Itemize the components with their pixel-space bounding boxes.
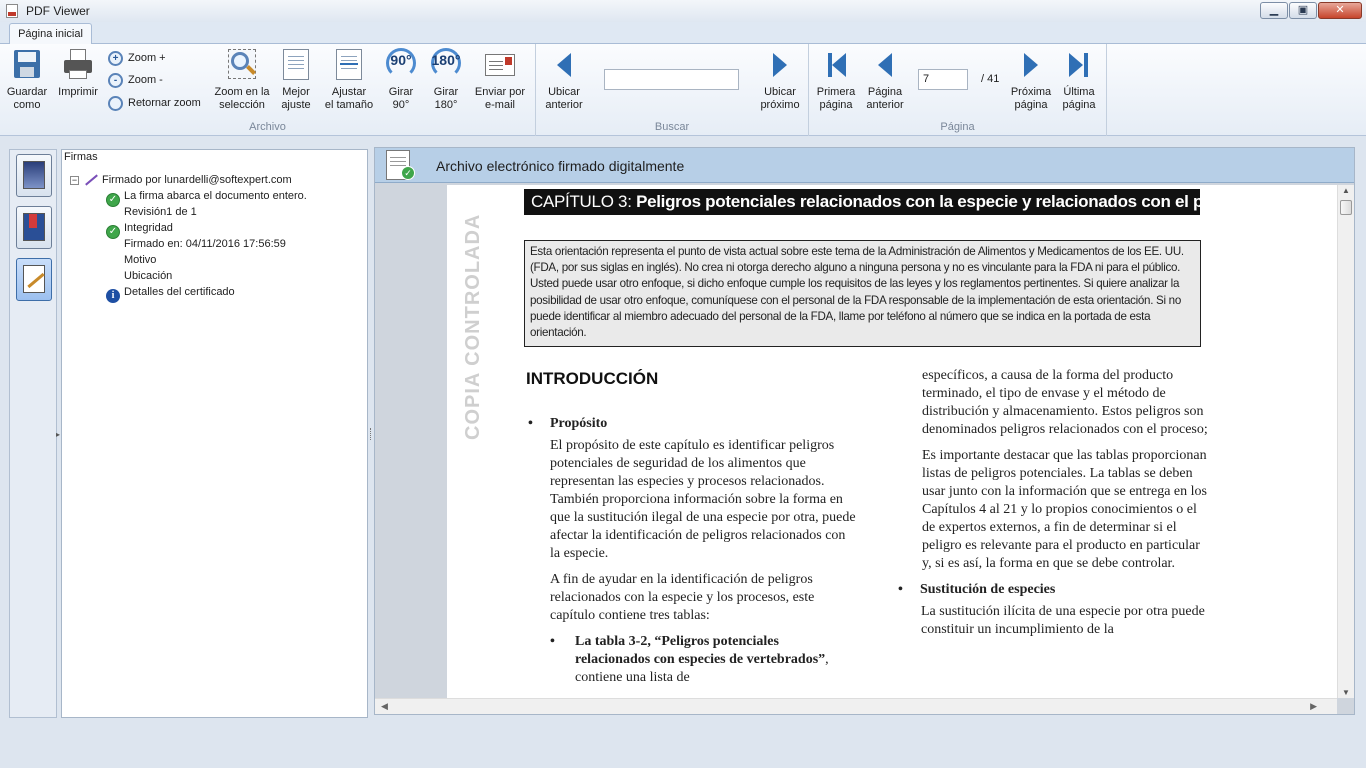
proposito-paragraph-2: A fin de ayudar en la identificación de peligros relacionados con la especie y los procesos, este capítulo contiene tres tablas: <box>550 572 815 623</box>
watermark: COPIA CONTROLADA <box>462 213 484 440</box>
document-viewer <box>374 147 1355 715</box>
scroll-right-icon[interactable]: ▶ <box>1310 701 1317 711</box>
pdf-app-icon <box>6 4 18 18</box>
last-page-button[interactable]: Última página <box>1058 48 1100 112</box>
find-previous-button[interactable]: Ubicar anterior <box>542 48 586 112</box>
horizontal-scrollbar[interactable] <box>375 698 1337 714</box>
send-email-button[interactable]: Enviar por e-mail <box>472 48 528 112</box>
signed-document-banner <box>375 148 1354 183</box>
arrow-left-icon <box>547 48 581 82</box>
next-page-button[interactable]: Próxima página <box>1010 48 1052 112</box>
signature-tree <box>70 172 307 300</box>
check-icon: ✓ <box>106 225 120 239</box>
table-bullet: • La tabla 3-2, “Peligros potenciales relacionados con especies de vertebrados”, contiene una lista de <box>526 633 856 687</box>
column-left <box>526 415 856 687</box>
zoom-reset-icon <box>108 96 123 111</box>
ribbon-tabs <box>0 22 1366 44</box>
info-icon: i <box>106 289 120 303</box>
thumbnails-icon <box>23 161 45 189</box>
title-bar <box>0 0 1366 22</box>
rotate-90-icon: 90° <box>384 48 418 82</box>
bookmark-icon <box>23 213 45 241</box>
group-label-buscar: Buscar <box>654 121 690 133</box>
fit-size-button[interactable]: Ajustar el tamaño <box>322 48 376 112</box>
guidance-note: Esta orientación representa el punto de vista actual sobre este tema de la Administración de Alimentos y Medicamentos de los EE. UU. (FDA, por sus siglas en inglés). No crea ni otorga derecho alguno a ninguna persona y no es vinculante para la FDA ni para el público. Usted puede usar otro enfoque, si dicho enfoque cumple los requisitos de las leyes y los reglamentos pertinentes. Si quiere analizar la posibilidad de usar otro enfoque, comuníquese con el personal de la FDA responsable de la implementación de esta orientación. Si no puede identificar al miembro adecuado del personal de la FDA, llame por teléfono al número que se indica en la portada de esta orientación. <box>524 240 1201 347</box>
status-bar <box>0 720 1366 768</box>
group-pagina <box>809 44 1107 136</box>
signature-detail-item[interactable]: Motivo <box>124 254 157 266</box>
scroll-down-icon[interactable]: ▼ <box>1342 688 1350 697</box>
verified-check-icon: ✓ <box>401 166 415 180</box>
zoom-selection-button[interactable]: Zoom en la selección <box>213 48 271 112</box>
group-archivo <box>0 44 536 136</box>
printer-icon <box>61 48 95 82</box>
signature-detail-item[interactable]: Firmado en: 04/11/2016 17:56:59 <box>124 238 286 250</box>
signature-root[interactable]: − Firmado por lunardelli@softexpert.com <box>71 174 292 186</box>
print-button[interactable]: Imprimir <box>56 48 100 99</box>
proposito-heading: • Propósito <box>526 415 856 433</box>
collapse-arrow-icon[interactable]: ▸ <box>56 430 61 439</box>
signature-detail-item[interactable]: ✓ La firma abarca el documento entero. <box>70 188 307 204</box>
panel-splitter[interactable] <box>370 428 372 440</box>
sustitucion-heading: • Sustitución de especies <box>896 581 1211 599</box>
tab-pagina-inicial[interactable]: Página inicial <box>9 23 92 45</box>
col2-paragraph-1: específicos, a causa de la forma del producto terminado, el tipo de envase y el método de distribución y almacenamiento. Estos peligros son denominados peligros relacionados con el proceso; <box>922 368 1208 437</box>
group-label-archivo: Archivo <box>249 121 286 133</box>
check-icon: ✓ <box>106 193 120 207</box>
col2-paragraph-2: Es importante destacar que las tablas proporcionan listas de peligros potenciales. La tablas se deben usar junto con la información que se entrega en los Capítulos 4 al 21 y lo propios conocimientos o el de expertos externos, a fin de determinar si el peligro es relevante para el producto en particular y, si es así, la forma en que se debe controlar. <box>922 448 1207 571</box>
first-page-button[interactable]: Primera página <box>815 48 857 112</box>
last-page-icon <box>1062 48 1096 82</box>
banner-message: Archivo electrónico firmado digitalmente <box>436 158 685 174</box>
zoom-out-button[interactable]: - Zoom - <box>108 70 163 90</box>
save-as-button[interactable]: Guardar como <box>4 48 50 112</box>
minimize-button[interactable]: ▁ <box>1260 2 1288 19</box>
envelope-icon <box>483 48 517 82</box>
rotate-180-button[interactable]: 180° Girar 180° <box>427 48 465 112</box>
signature-pen-icon <box>84 173 98 186</box>
pdf-page <box>447 185 1339 698</box>
group-label-pagina: Página <box>940 121 975 133</box>
signatures-button[interactable] <box>16 258 52 301</box>
next-page-icon <box>1014 48 1048 82</box>
zoom-selection-icon <box>225 48 259 82</box>
reset-zoom-button[interactable]: Retornar zoom <box>108 93 201 113</box>
proposito-paragraph-1: El propósito de este capítulo es identificar peligros potenciales de seguridad de los alimentos que representan las especies y procesos relacionados. También proporciona información sobre la forma en que la sustitución ilegal de una especie por otra, puede afectar la identificación de peligros relacionados con la especie. <box>550 438 856 561</box>
first-page-icon <box>819 48 853 82</box>
collapse-icon[interactable]: − <box>71 175 78 185</box>
scroll-thumb[interactable] <box>1340 200 1352 215</box>
fit-size-icon <box>332 48 366 82</box>
previous-page-button[interactable]: Página anterior <box>864 48 906 112</box>
vertical-scrollbar[interactable] <box>1337 185 1354 698</box>
best-fit-icon <box>279 48 313 82</box>
rotate-180-icon: 180° <box>429 48 463 82</box>
find-next-button[interactable]: Ubicar próximo <box>758 48 802 112</box>
thumbnails-button[interactable] <box>16 154 52 197</box>
zoom-in-icon: + <box>108 51 123 66</box>
scroll-left-icon[interactable]: ◀ <box>381 701 388 711</box>
best-fit-button[interactable]: Mejor ajuste <box>276 48 316 112</box>
signature-detail-item[interactable]: Revisión1 de 1 <box>124 206 197 218</box>
bookmarks-button[interactable] <box>16 206 52 249</box>
search-input[interactable] <box>604 69 739 90</box>
ribbon <box>0 44 1366 136</box>
previous-page-icon <box>868 48 902 82</box>
scroll-up-icon[interactable]: ▲ <box>1342 186 1350 195</box>
floppy-disk-icon <box>10 48 44 82</box>
signature-detail-item[interactable]: i Detalles del certificado <box>70 284 307 300</box>
column-right <box>921 367 1211 639</box>
maximize-button[interactable]: ▣ <box>1289 2 1317 19</box>
arrow-right-icon <box>763 48 797 82</box>
signature-detail-item[interactable]: Ubicación <box>124 270 173 282</box>
intro-heading: INTRODUCCIÓN <box>526 369 659 388</box>
sustitucion-paragraph: La sustitución ilícita de una especie por otra puede constituir un incumplimiento de la <box>921 604 1205 637</box>
chapter-heading: CAPÍTULO 3: Peligros potenciales relacionados con la especie y relacionados con el proceso <box>524 189 1200 215</box>
signatures-title: Firmas <box>64 151 98 163</box>
signatures-panel <box>61 149 368 718</box>
side-panel-toolbar <box>9 149 61 718</box>
page-number-input[interactable]: 7 <box>918 69 968 90</box>
window-title: PDF Viewer <box>26 4 90 18</box>
signature-pen-icon <box>23 265 45 293</box>
close-button[interactable]: ✕ <box>1318 2 1362 19</box>
signature-detail-item[interactable]: ✓ Integridad <box>70 220 307 236</box>
rotate-90-button[interactable]: 90° Girar 90° <box>382 48 420 112</box>
page-total: / 41 <box>981 73 1000 85</box>
group-buscar <box>536 44 809 136</box>
zoom-in-button[interactable]: + Zoom + <box>108 48 166 68</box>
zoom-out-icon: - <box>108 73 123 88</box>
